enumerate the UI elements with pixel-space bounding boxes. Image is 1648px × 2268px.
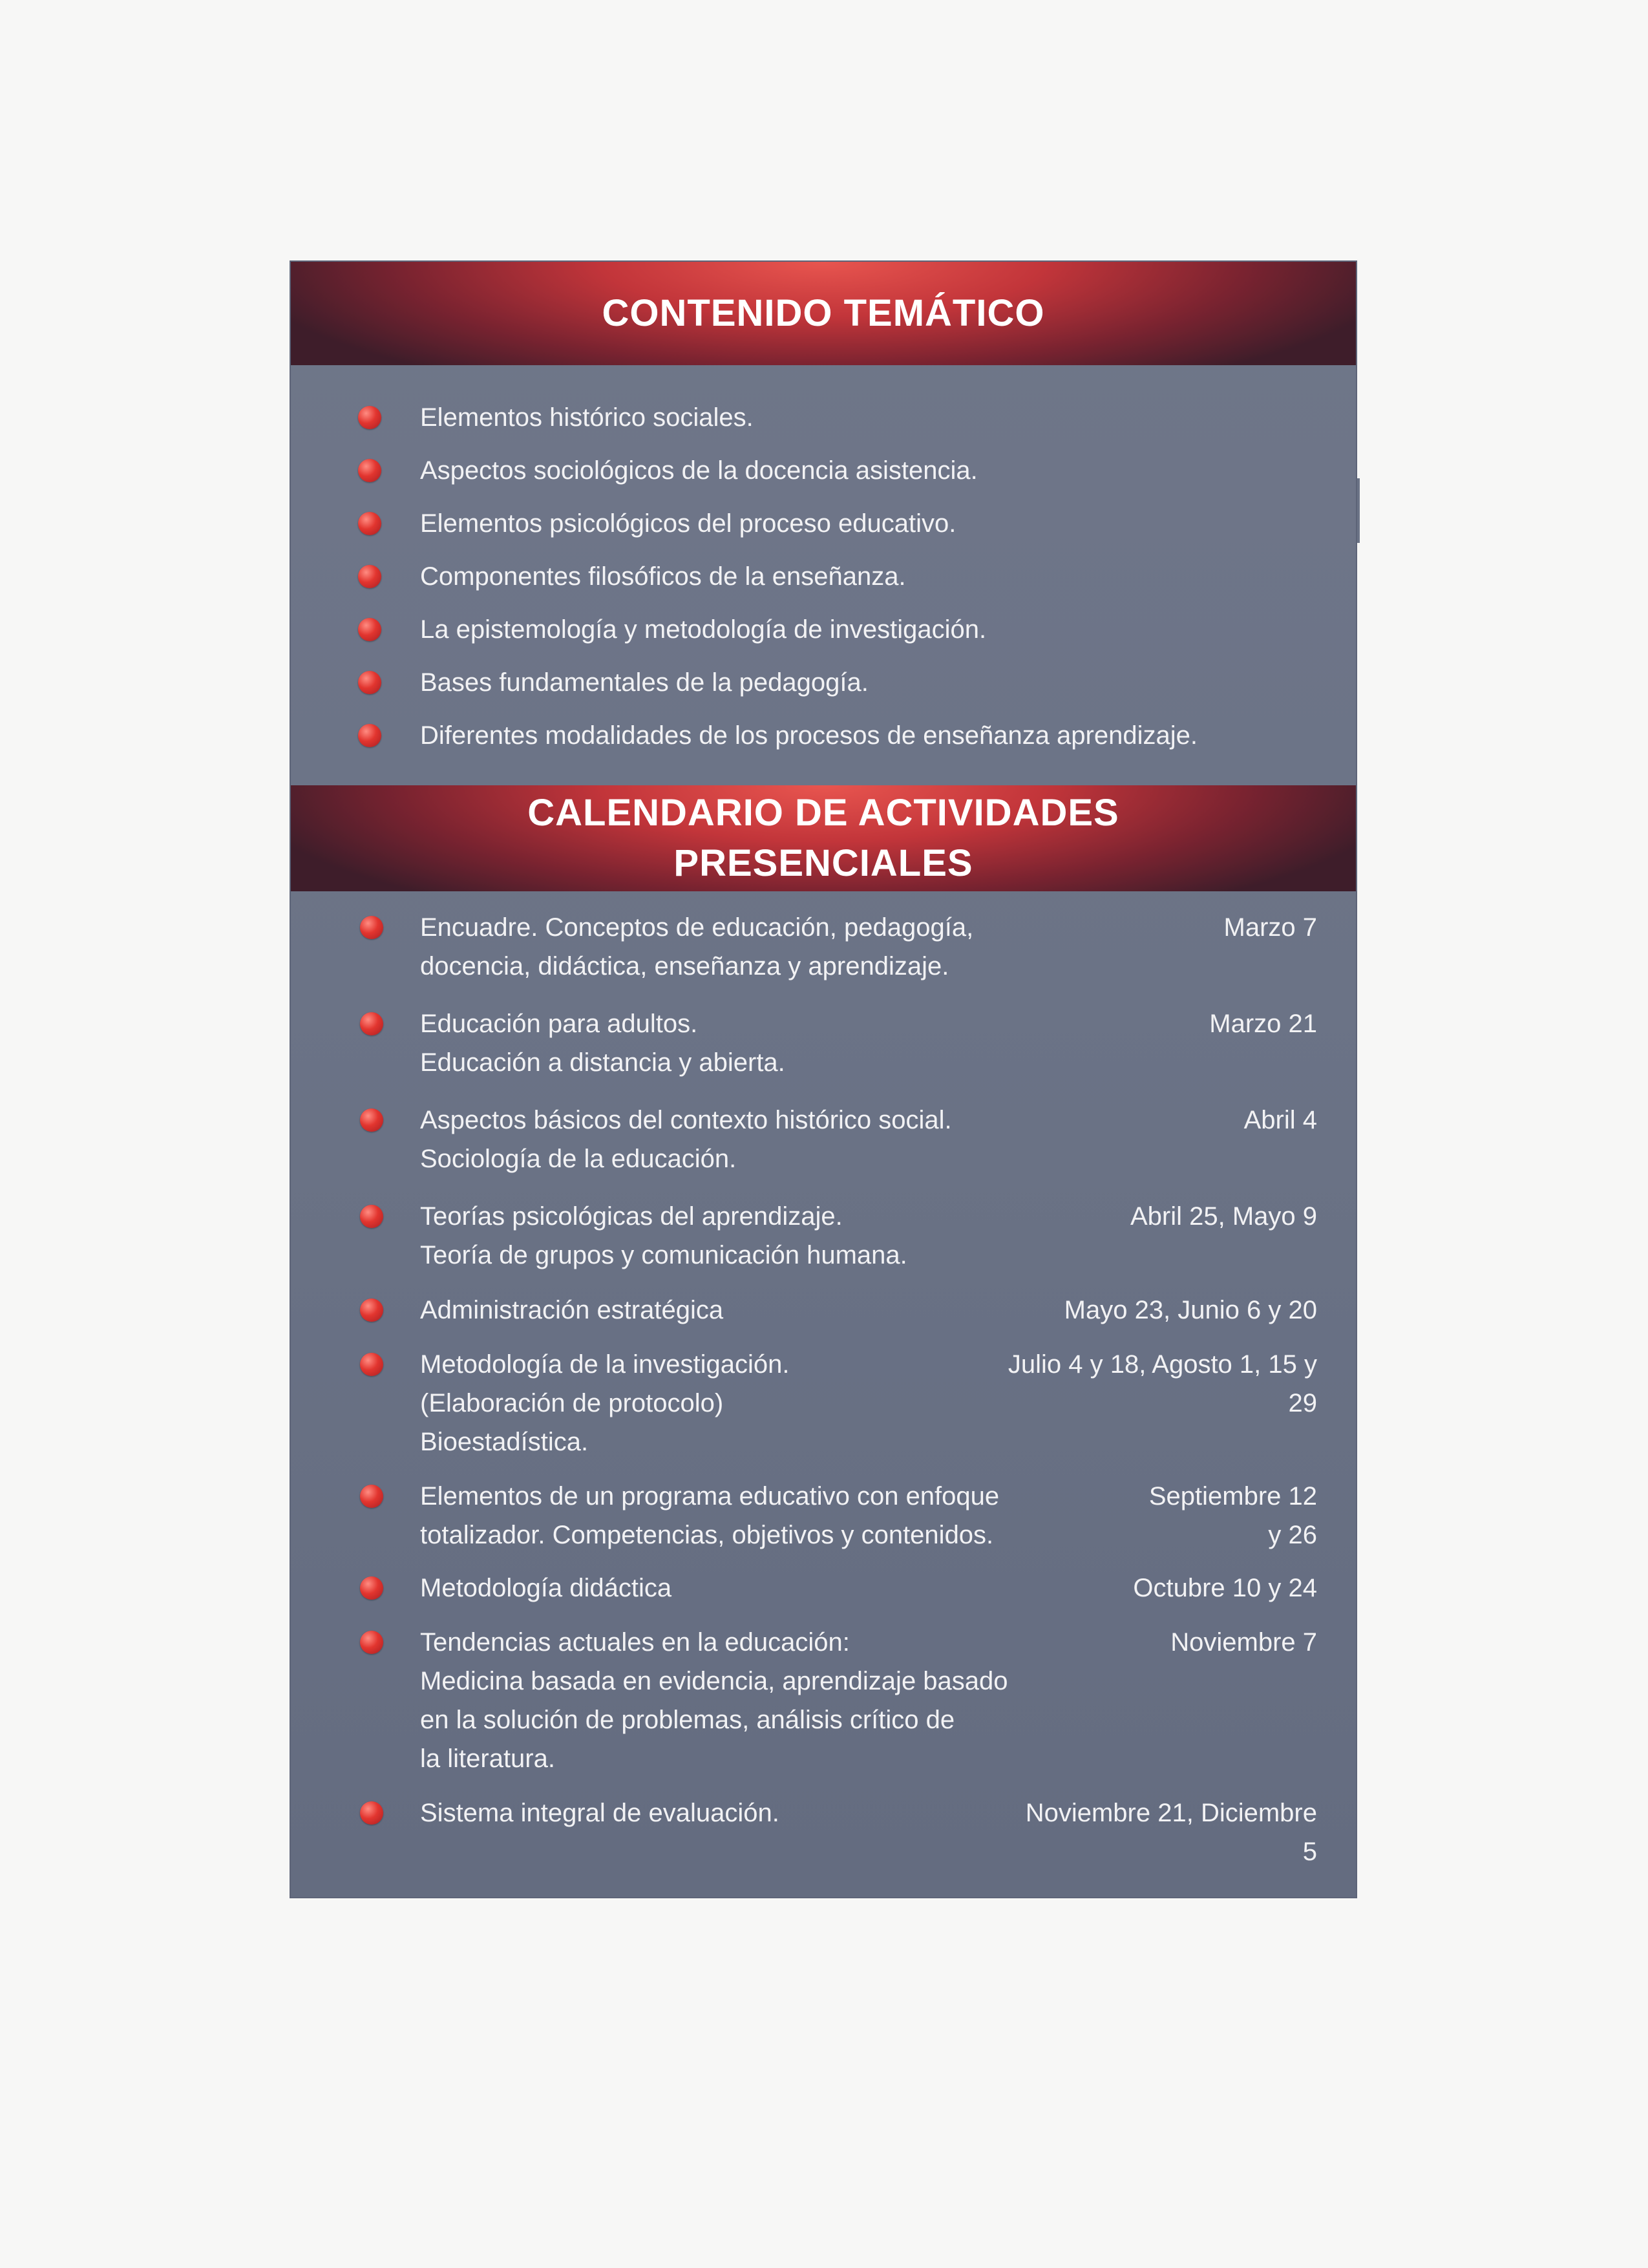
activity-row bbox=[291, 1004, 1356, 1082]
activity-line: docencia, didáctica, enseñanza y aprendizaje. bbox=[420, 952, 949, 980]
activity-line: en la solución de problemas, análisis crítico de bbox=[420, 1706, 955, 1734]
activity-line: Bioestadística. bbox=[420, 1428, 589, 1456]
activity-date bbox=[1007, 1623, 1317, 1662]
topic-text: La epistemología y metodología de investigación. bbox=[420, 615, 987, 644]
activity-date-line: Abril 25, Mayo 9 bbox=[1130, 1202, 1317, 1231]
activity-line: totalizador. Competencias, objetivos y contenidos. bbox=[420, 1521, 994, 1549]
activity-date bbox=[1007, 1794, 1317, 1871]
activity-line: Encuadre. Conceptos de educación, pedagogía, bbox=[420, 913, 974, 942]
activity-description bbox=[420, 1004, 1079, 1082]
activities-list bbox=[291, 908, 1356, 1866]
activity-description bbox=[420, 1569, 1079, 1607]
activity-description bbox=[420, 1197, 1079, 1275]
activity-date-line: Abril 4 bbox=[1243, 1106, 1317, 1134]
bullet-icon bbox=[358, 406, 381, 429]
activity-date bbox=[1007, 1569, 1317, 1607]
activity-line: Medicina basada en evidencia, aprendizaje basado bbox=[420, 1667, 1008, 1695]
activity-line: Teorías psicológicas del aprendizaje. bbox=[420, 1202, 843, 1231]
activity-row bbox=[291, 1623, 1356, 1778]
activity-row bbox=[291, 1477, 1356, 1554]
bullet-icon bbox=[358, 565, 381, 588]
activity-date-line: Marzo 21 bbox=[1209, 1010, 1317, 1038]
activity-row bbox=[291, 1345, 1356, 1461]
activity-date-line: y 26 bbox=[1268, 1521, 1317, 1549]
bullet-icon bbox=[358, 512, 381, 535]
bullet-icon bbox=[358, 724, 381, 747]
activity-description bbox=[420, 1794, 1079, 1832]
list-item bbox=[291, 550, 1356, 603]
activity-line: Educación para adultos. bbox=[420, 1010, 698, 1038]
activity-date-line: Octubre 10 y 24 bbox=[1133, 1574, 1317, 1602]
activity-line: Elementos de un programa educativo con enfoque bbox=[420, 1482, 1000, 1510]
activity-row bbox=[291, 1101, 1356, 1178]
section-title-calendario bbox=[291, 785, 1356, 891]
activity-row bbox=[291, 1569, 1356, 1607]
activity-date bbox=[1007, 1477, 1317, 1554]
activity-line: Tendencias actuales en la educación: bbox=[420, 1628, 850, 1657]
activity-description bbox=[420, 1291, 1079, 1330]
activity-line: Teoría de grupos y comunicación humana. bbox=[420, 1241, 907, 1269]
activity-date bbox=[1007, 1004, 1317, 1043]
bullet-icon bbox=[360, 1205, 383, 1228]
activity-description bbox=[420, 1623, 1079, 1778]
activity-line: Sistema integral de evaluación. bbox=[420, 1799, 779, 1827]
activity-description bbox=[420, 1477, 1079, 1554]
bullet-icon bbox=[360, 1576, 383, 1600]
topics-list bbox=[291, 391, 1356, 762]
activity-date bbox=[1007, 908, 1317, 947]
bullet-icon bbox=[358, 618, 381, 641]
activity-row bbox=[291, 1291, 1356, 1330]
bullet-icon bbox=[360, 1353, 383, 1376]
activity-date bbox=[1007, 1101, 1317, 1139]
activity-description bbox=[420, 1345, 1079, 1461]
bullet-icon bbox=[360, 1485, 383, 1508]
activity-description bbox=[420, 908, 1079, 986]
bullet-icon bbox=[360, 1012, 383, 1035]
topic-text: Aspectos sociológicos de la docencia asistencia. bbox=[420, 456, 978, 485]
bullet-icon bbox=[360, 916, 383, 939]
list-item bbox=[291, 603, 1356, 656]
topic-text: Componentes filosóficos de la enseñanza. bbox=[420, 562, 906, 591]
topic-text: Elementos psicológicos del proceso educativo. bbox=[420, 509, 956, 538]
activity-description bbox=[420, 1101, 1079, 1178]
list-item bbox=[291, 444, 1356, 497]
activity-line: Metodología de la investigación. bbox=[420, 1350, 790, 1379]
activity-line: Aspectos básicos del contexto histórico social. bbox=[420, 1106, 952, 1134]
activity-line: Metodología didáctica bbox=[420, 1574, 672, 1602]
activity-date bbox=[1007, 1197, 1317, 1236]
section-title-line: PRESENCIALES bbox=[673, 842, 973, 884]
topic-text: Bases fundamentales de la pedagogía. bbox=[420, 668, 869, 697]
activity-date bbox=[1007, 1291, 1317, 1330]
activity-row bbox=[291, 908, 1356, 986]
activity-date bbox=[1007, 1345, 1317, 1423]
bullet-icon bbox=[358, 459, 381, 482]
list-item bbox=[291, 391, 1356, 444]
list-item bbox=[291, 497, 1356, 550]
list-item bbox=[291, 656, 1356, 709]
activity-date-line: Noviembre 7 bbox=[1170, 1628, 1317, 1657]
activity-date-line: Noviembre 21, Diciembre 5 bbox=[1025, 1799, 1317, 1866]
bullet-icon bbox=[360, 1108, 383, 1132]
bullet-icon bbox=[360, 1631, 383, 1654]
activity-line: Administración estratégica bbox=[420, 1296, 724, 1324]
activity-line: Sociología de la educación. bbox=[420, 1145, 737, 1173]
activity-line: la literatura. bbox=[420, 1744, 555, 1773]
list-item bbox=[291, 709, 1356, 762]
activity-date-line: Septiembre 12 bbox=[1148, 1482, 1317, 1510]
section-title-contenido: CONTENIDO TEMÁTICO bbox=[291, 262, 1356, 365]
activity-date-line: Mayo 23, Junio 6 y 20 bbox=[1064, 1296, 1317, 1324]
flyer-page bbox=[291, 262, 1356, 1897]
activity-date-line: Marzo 7 bbox=[1223, 913, 1317, 942]
activity-row bbox=[291, 1794, 1356, 1866]
activity-row bbox=[291, 1197, 1356, 1275]
bullet-icon bbox=[360, 1801, 383, 1825]
activity-date-line: Julio 4 y 18, Agosto 1, 15 y 29 bbox=[1008, 1350, 1317, 1417]
activity-line: (Elaboración de protocolo) bbox=[420, 1389, 724, 1417]
section-title-line: CALENDARIO DE ACTIVIDADES bbox=[527, 792, 1119, 834]
activity-line: Educación a distancia y abierta. bbox=[420, 1048, 785, 1077]
topic-text: Diferentes modalidades de los procesos de enseñanza aprendizaje. bbox=[420, 721, 1198, 750]
bullet-icon bbox=[358, 671, 381, 694]
bullet-icon bbox=[360, 1298, 383, 1322]
topic-text: Elementos histórico sociales. bbox=[420, 403, 754, 432]
